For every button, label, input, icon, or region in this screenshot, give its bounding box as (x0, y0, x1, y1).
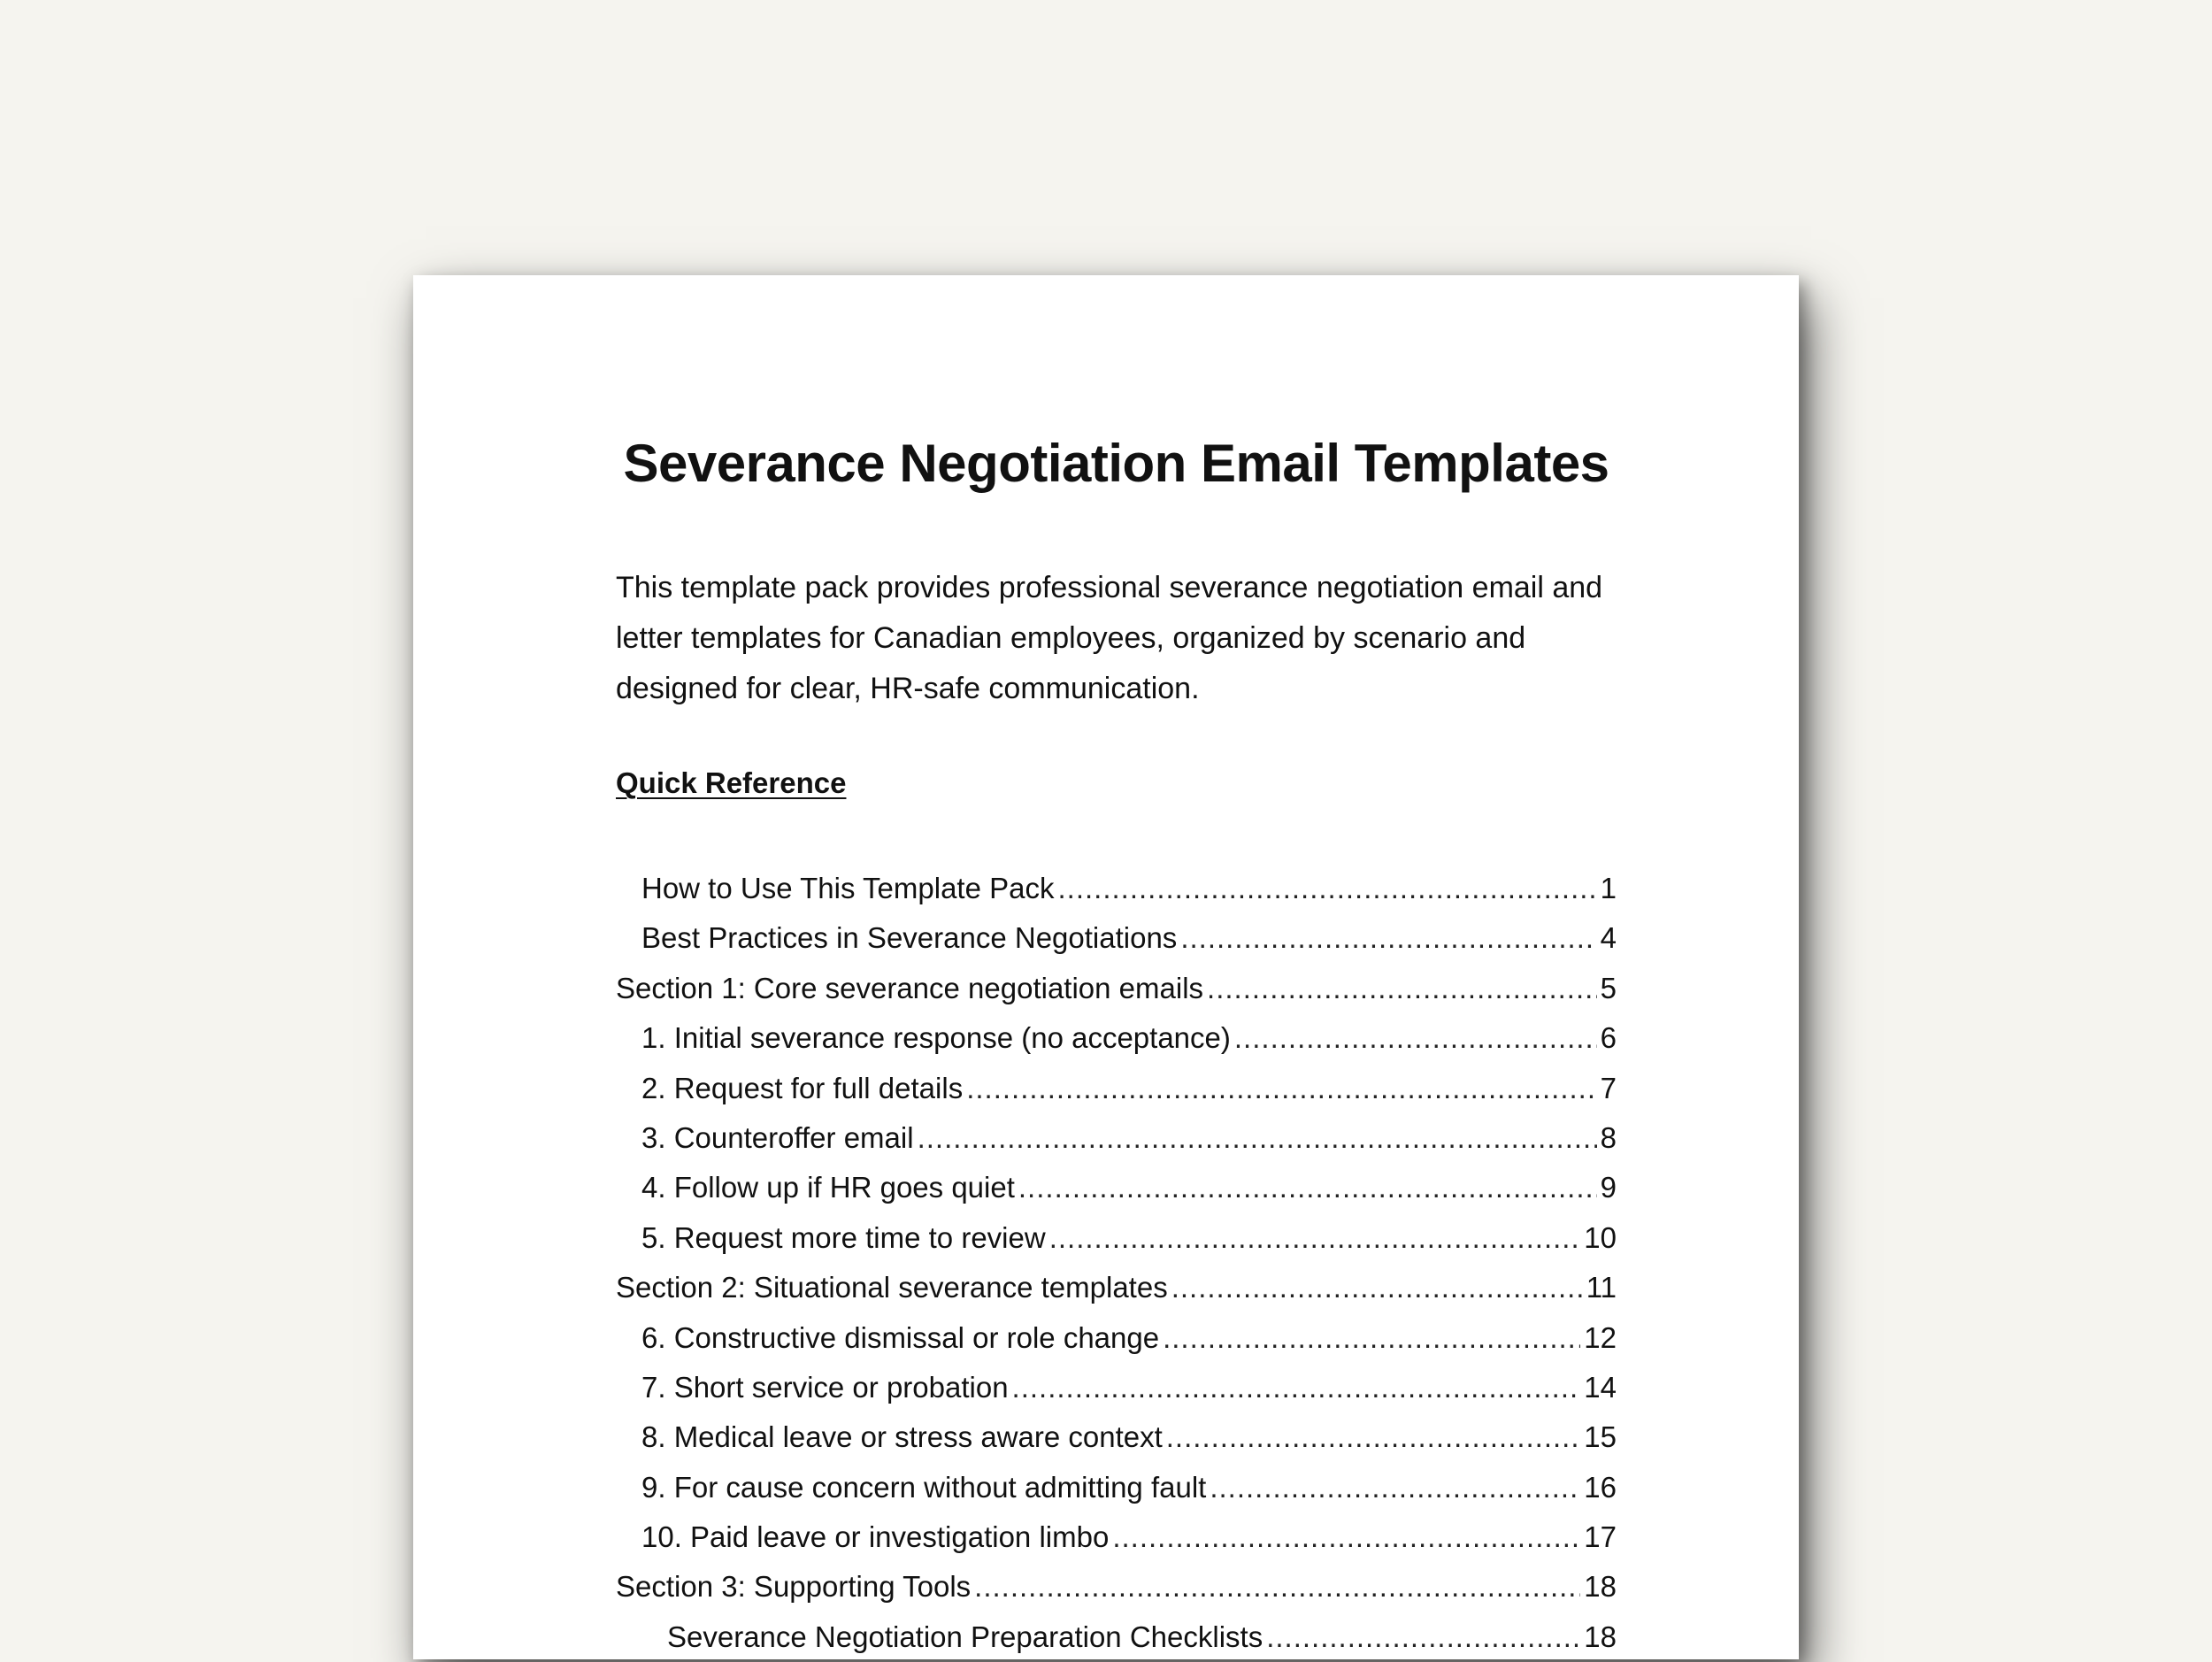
toc-entry[interactable] (616, 1313, 1617, 1363)
toc-dot-leader (1207, 964, 1597, 1013)
toc-entry[interactable] (616, 1213, 1617, 1263)
toc-entry-page-number: 16 (1584, 1470, 1617, 1504)
toc-dot-leader (1112, 1512, 1580, 1562)
toc-entry-label: 6. Constructive dismissal or role change (641, 1320, 1160, 1354)
toc-dot-leader (1057, 864, 1596, 913)
table-of-contents (616, 864, 1617, 1662)
toc-entry[interactable] (616, 1263, 1617, 1312)
toc-dot-leader (1210, 1463, 1580, 1512)
toc-entry-page-number: 5 (1600, 971, 1617, 1004)
toc-entry[interactable] (616, 1363, 1617, 1412)
toc-dot-leader (1018, 1163, 1597, 1212)
toc-entry-label: Section 2: Situational severance templates (616, 1271, 1168, 1304)
toc-entry[interactable] (616, 1463, 1617, 1512)
toc-entry-label: 5. Request more time to review (641, 1220, 1046, 1254)
toc-dot-leader (1266, 1612, 1580, 1662)
toc-dot-leader (974, 1562, 1580, 1612)
toc-entry-page-number: 7 (1600, 1071, 1617, 1104)
toc-entry[interactable] (616, 1512, 1617, 1562)
toc-entry-label: How to Use This Template Pack (641, 872, 1055, 904)
toc-entry[interactable] (616, 1013, 1617, 1063)
toc-entry[interactable] (616, 1412, 1617, 1462)
toc-entry-page-number: 17 (1584, 1520, 1617, 1554)
toc-entry-page-number: 11 (1586, 1271, 1617, 1304)
toc-entry-page-number: 4 (1600, 921, 1617, 955)
toc-dot-leader (1171, 1263, 1583, 1312)
toc-entry[interactable] (616, 1562, 1617, 1612)
toc-entry-page-number: 18 (1584, 1620, 1617, 1653)
toc-entry[interactable] (616, 913, 1617, 963)
toc-dot-leader (1012, 1363, 1581, 1412)
toc-dot-leader (1234, 1013, 1597, 1063)
toc-entry[interactable] (616, 1163, 1617, 1212)
toc-entry-label: 4. Follow up if HR goes quiet (641, 1171, 1015, 1204)
toc-entry-page-number: 6 (1600, 1021, 1617, 1055)
toc-entry-label: 10. Paid leave or investigation limbo (641, 1520, 1110, 1554)
toc-entry[interactable] (616, 1113, 1617, 1163)
toc-entry-page-number: 18 (1584, 1570, 1617, 1604)
toc-entry-page-number: 10 (1584, 1220, 1617, 1254)
toc-entry-label: 1. Initial severance response (no acceptance) (641, 1021, 1231, 1055)
toc-dot-leader (1163, 1313, 1580, 1363)
toc-entry[interactable] (616, 964, 1617, 1013)
toc-entry-page-number: 15 (1584, 1420, 1617, 1454)
toc-entry[interactable] (616, 1064, 1617, 1113)
toc-entry-label: 7. Short service or probation (641, 1370, 1009, 1404)
toc-entry-label: Best Practices in Severance Negotiations (641, 921, 1178, 955)
toc-entry-page-number: 9 (1600, 1171, 1617, 1204)
toc-entry-label: 8. Medical leave or stress aware context (641, 1420, 1163, 1454)
document-title: Severance Negotiation Email Templates (623, 434, 1609, 493)
quick-reference-heading: Quick Reference (616, 766, 847, 799)
toc-entry-page-number: 8 (1600, 1120, 1617, 1154)
toc-entry-label: 9. For cause concern without admitting fault (641, 1470, 1207, 1504)
toc-entry-page-number: 12 (1584, 1320, 1617, 1354)
toc-entry-label: Section 3: Supporting Tools (616, 1570, 972, 1604)
toc-entry-label: Section 1: Core severance negotiation emails (616, 971, 1204, 1004)
toc-entry-page-number: 14 (1584, 1370, 1617, 1404)
toc-entry[interactable] (616, 1612, 1617, 1662)
toc-dot-leader (918, 1113, 1597, 1163)
toc-entry-label: 3. Counteroffer email (641, 1120, 914, 1154)
toc-dot-leader (1180, 913, 1596, 963)
toc-entry-page-number: 1 (1600, 872, 1617, 904)
toc-entry-label: 2. Request for full details (641, 1071, 964, 1104)
toc-dot-leader (966, 1064, 1596, 1113)
toc-entry[interactable] (616, 864, 1617, 913)
toc-dot-leader (1049, 1213, 1581, 1263)
intro-paragraph: This template pack provides professional severance negotiation email and letter templates for Canadian employees, organized by scenario and designed for clear, HR-safe communication. (616, 571, 1603, 705)
toc-dot-leader (1166, 1412, 1581, 1462)
toc-entry-label: Severance Negotiation Preparation Checklists (667, 1620, 1263, 1653)
document-page (413, 275, 1799, 1659)
